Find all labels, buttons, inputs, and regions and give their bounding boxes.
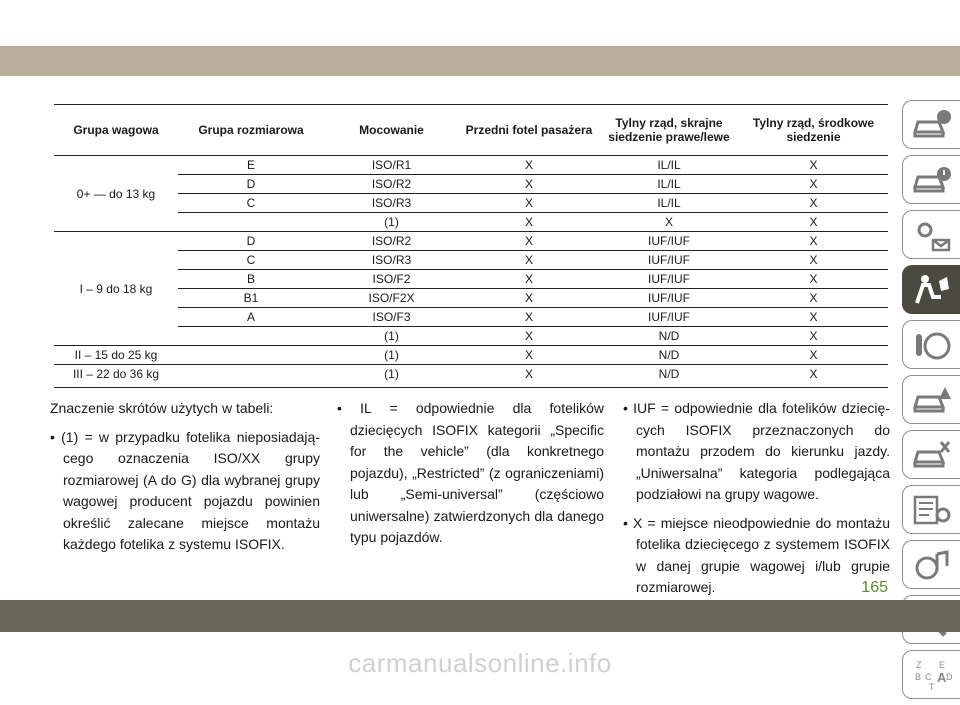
table-cell: X	[459, 251, 599, 270]
table-cell: X	[739, 175, 888, 194]
tab-car-info[interactable]	[902, 100, 960, 149]
table-row	[54, 289, 888, 308]
table-row	[54, 346, 888, 365]
table-row	[54, 156, 888, 175]
header-front-passenger: Przedni fotel pasażera	[465, 123, 593, 137]
table-cell	[178, 346, 324, 365]
table-cell: B	[178, 270, 324, 289]
table-cell: X	[739, 232, 888, 251]
header-mounting: Mocowanie	[359, 123, 424, 137]
header-size-group: Grupa rozmiarowa	[198, 123, 304, 137]
table-cell: X	[739, 251, 888, 270]
table-cell	[178, 327, 324, 346]
table-cell: N/D	[599, 365, 739, 388]
settings-list-icon	[911, 493, 953, 527]
table-cell: N/D	[599, 327, 739, 346]
table-cell: ISO/R2	[324, 175, 459, 194]
table-cell: IUF/IUF	[599, 270, 739, 289]
table-cell: X	[459, 327, 599, 346]
table-cell: IL/IL	[599, 194, 739, 213]
table-cell	[178, 213, 324, 232]
table-cell: X	[459, 289, 599, 308]
table-cell: N/D	[599, 346, 739, 365]
table-cell	[178, 365, 324, 388]
airbag-seat-icon	[911, 273, 953, 307]
weight-group-cell: II – 15 do 25 kg	[54, 346, 178, 365]
notes-column-3	[623, 398, 890, 606]
index-letter: Z	[915, 659, 921, 670]
table-cell: X	[739, 346, 888, 365]
notes-column-1	[50, 398, 320, 563]
table-cell: B1	[178, 289, 324, 308]
table-cell: X	[459, 232, 599, 251]
table-row	[54, 251, 888, 270]
weight-group-cell: I – 9 do 18 kg	[54, 232, 178, 346]
table-cell: X	[459, 213, 599, 232]
tab-emergency[interactable]	[902, 375, 960, 424]
table-cell: X	[739, 327, 888, 346]
tab-car-warning[interactable]	[902, 155, 960, 204]
table-cell: C	[178, 251, 324, 270]
table-cell: X	[459, 156, 599, 175]
tab-dashboard-lights[interactable]	[902, 210, 960, 259]
table-cell: X	[739, 289, 888, 308]
table-cell: D	[178, 175, 324, 194]
table-cell: IUF/IUF	[599, 289, 739, 308]
bottom-band	[0, 600, 960, 632]
table-cell: X	[599, 213, 739, 232]
index-letter: A	[936, 669, 946, 685]
index-letter: B	[914, 671, 921, 682]
table-cell: X	[739, 213, 888, 232]
index-letter: E	[938, 659, 945, 670]
note-item: • IUF = odpowiednie dla fotelików dziecięcych ISOFIX przeznaczonych do montażu przodem do kierunku jazdy. „Uniwersalna” kategoria podlegająca podziałowi na grupy wagowe.	[623, 400, 890, 502]
table-cell: (1)	[324, 327, 459, 346]
note-item: • X = miejsce nieodpowiednie do montażu fotelika dziecięcego z systemem ISOFIX w danej grupie wagowej i/lub grupie rozmiarowej.	[623, 514, 890, 595]
table-cell: IL/IL	[599, 175, 739, 194]
table-cell: X	[459, 270, 599, 289]
notes-intro: Znaczenie skrótów użytych w tabeli:	[50, 400, 274, 416]
table-cell: ISO/R2	[324, 232, 459, 251]
weight-group-cell: III – 22 do 36 kg	[54, 365, 178, 388]
table-row	[54, 232, 888, 251]
table-cell: D	[178, 232, 324, 251]
header-rear-outboard: Tylny rząd, skrajne siedzenie prawe/lewe	[608, 116, 730, 144]
table-cell: X	[739, 270, 888, 289]
table-cell: X	[739, 308, 888, 327]
table-row	[54, 308, 888, 327]
table-cell: IUF/IUF	[599, 308, 739, 327]
table-cell: X	[459, 365, 599, 388]
page-number: 165	[861, 579, 888, 596]
car-warning-icon	[911, 163, 953, 197]
table-cell: ISO/F2	[324, 270, 459, 289]
table-cell: X	[459, 346, 599, 365]
dashboard-lights-icon	[911, 218, 953, 252]
table-cell: X	[739, 156, 888, 175]
table-row	[54, 270, 888, 289]
header-rear-center: Tylny rząd, środkowe siedzenie	[752, 116, 875, 144]
table-cell: X	[459, 175, 599, 194]
table-row	[54, 327, 888, 346]
table-cell: E	[178, 156, 324, 175]
index-letter: D	[945, 671, 952, 682]
tab-technical-data[interactable]	[902, 485, 960, 534]
table-cell: ISO/F2X	[324, 289, 459, 308]
watermark: carmanualsonline.info	[348, 648, 612, 678]
car-triangle-icon	[911, 383, 953, 417]
table-cell: X	[739, 194, 888, 213]
table-cell: (1)	[324, 365, 459, 388]
tab-safety[interactable]	[902, 265, 960, 314]
table-cell: ISO/R3	[324, 194, 459, 213]
table-cell: A	[178, 308, 324, 327]
table-cell: X	[459, 308, 599, 327]
isofix-table	[54, 104, 888, 388]
top-band	[0, 46, 960, 76]
tab-multimedia[interactable]	[902, 540, 960, 589]
table-cell: IUF/IUF	[599, 232, 739, 251]
table-row	[54, 365, 888, 388]
tab-service[interactable]	[902, 430, 960, 479]
table-cell: (1)	[324, 346, 459, 365]
car-tools-icon	[911, 438, 953, 472]
note-item: • IL = odpowiednie dla fotelików dziecięcych ISOFIX kategorii „Specific for the vehicle” (dla konkretnego pojazdu), „Restricted” (z ograniczeniami) lub „Semi-universal” (częściowo uniwersalne) zatwierdzonych dla danego typu pojazdów.	[337, 400, 604, 545]
weight-group-cell: 0+ — do 13 kg	[54, 156, 178, 232]
table-header-row	[54, 105, 888, 156]
index-letter: C	[924, 671, 931, 682]
table-cell: IL/IL	[599, 156, 739, 175]
steering-wheel-key-icon	[911, 328, 953, 362]
table-row	[54, 175, 888, 194]
table-cell: (1)	[324, 213, 459, 232]
table-cell: IUF/IUF	[599, 251, 739, 270]
notes-column-2	[337, 398, 604, 556]
table-cell: X	[739, 365, 888, 388]
header-weight-group: Grupa wagowa	[73, 123, 159, 137]
table-cell: X	[459, 194, 599, 213]
index-letter: T	[928, 681, 934, 692]
car-info-icon	[911, 108, 953, 142]
multimedia-icon	[911, 548, 953, 582]
table-row	[54, 194, 888, 213]
table-cell: ISO/F3	[324, 308, 459, 327]
tab-starting-driving[interactable]	[902, 320, 960, 369]
table-row	[54, 213, 888, 232]
table-cell: ISO/R3	[324, 251, 459, 270]
table-cell: C	[178, 194, 324, 213]
note-item: • (1) = w przypadku fotelika nieposiadającego oznaczenia ISO/XX grupy rozmiarowej (A do G) dla wybranej grupy wagowej producent pojazdu powinien określić zalecane miejsce montażu każdego fotelika z systemu ISOFIX.	[50, 428, 320, 552]
table-cell: ISO/R1	[324, 156, 459, 175]
